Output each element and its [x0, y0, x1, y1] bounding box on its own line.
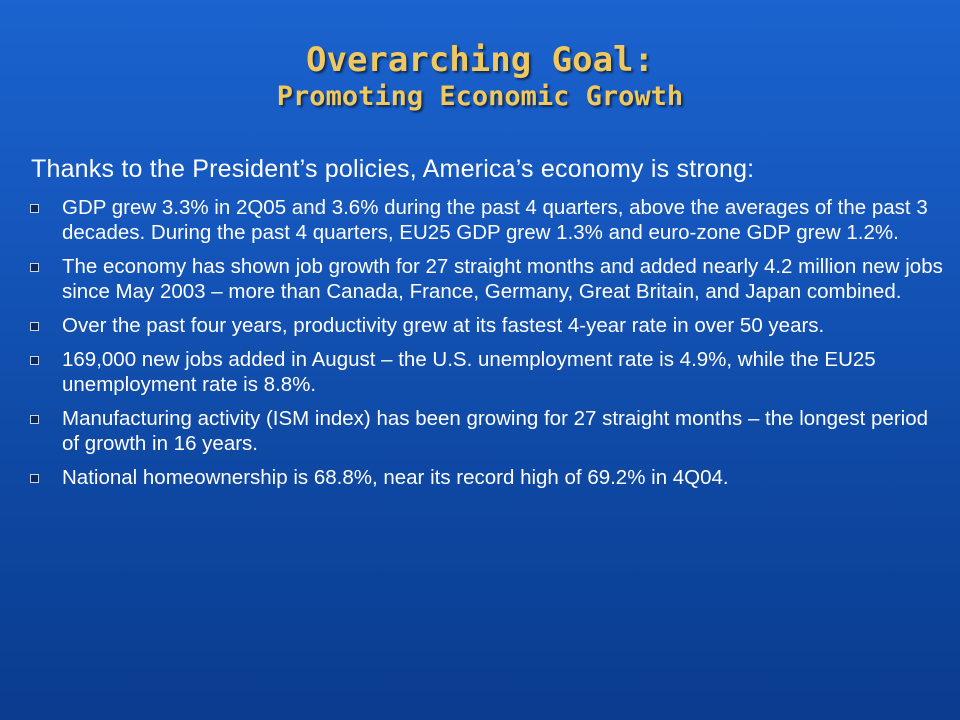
intro-text: Thanks to the President’s policies, America’s economy is strong:	[31, 155, 755, 183]
bullet-item-productivity	[25, 313, 945, 338]
bullet-item-jobs	[25, 254, 945, 304]
bullet-text: The economy has shown job growth for 27 straight months and added nearly 4.2 million new jobs since May 2003 – more than Canada, France, Germany, Great Britain, and Japan combined.	[62, 255, 943, 303]
bullet-item-manufacturing	[25, 406, 945, 456]
bullet-text: Manufacturing activity (ISM index) has been growing for 27 straight months – the longest period of growth in 16 years.	[62, 407, 929, 455]
bullet-item-gdp	[25, 195, 945, 245]
square-bullet-icon	[30, 263, 39, 272]
square-bullet-icon	[30, 474, 39, 483]
bullet-text: GDP grew 3.3% in 2Q05 and 3.6% during the past 4 quarters, above the averages of the past 3 decades. During the past 4 quarters, EU25 GDP grew 1.3% and euro-zone GDP grew 1.2%.	[62, 196, 928, 244]
slide-title	[0, 40, 960, 114]
bullet-text: Over the past four years, productivity grew at its fastest 4-year rate in over 50 years.	[62, 314, 825, 337]
square-bullet-icon	[30, 356, 39, 365]
square-bullet-icon	[30, 322, 39, 331]
bullet-text: National homeownership is 68.8%, near its record high of 69.2% in 4Q04.	[62, 466, 729, 489]
bullet-text: 169,000 new jobs added in August – the U.S. unemployment rate is 4.9%, while the EU25 unemployment rate is 8.8%.	[62, 348, 876, 396]
bullet-list	[25, 195, 945, 499]
title-line-2: Promoting Economic Growth	[276, 81, 684, 112]
square-bullet-icon	[30, 415, 39, 424]
bullet-item-unemployment	[25, 347, 945, 397]
bullet-item-homeownership	[25, 465, 945, 490]
square-bullet-icon	[30, 204, 39, 213]
title-line-1: Overarching Goal:	[306, 40, 654, 80]
